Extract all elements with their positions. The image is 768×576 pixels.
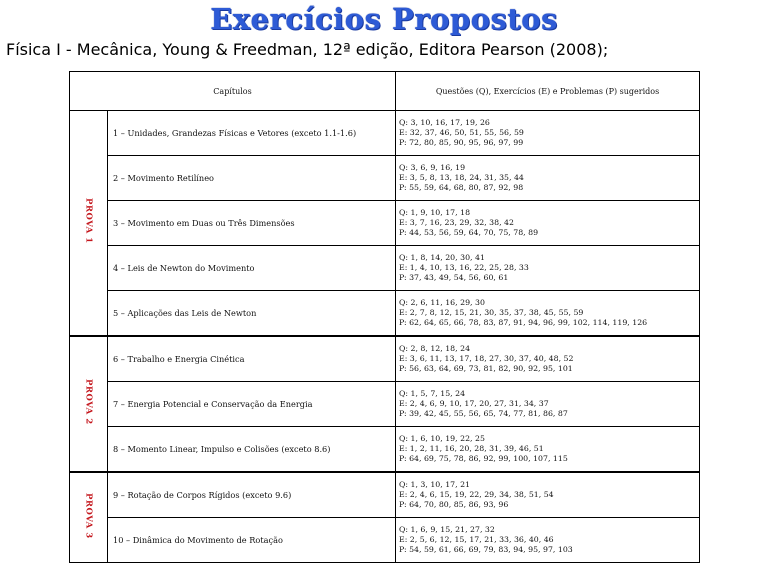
table-row — [70, 291, 700, 337]
table-row — [70, 382, 700, 427]
chapter-cell: 5 – Aplicações das Leis de Newton — [108, 291, 396, 337]
questions-cell: Q: 1, 8, 14, 20, 30, 41 E: 1, 4, 10, 13, 16, 22, 25, 28, 33 P: 37, 43, 49, 54, 56, 60, 61 — [396, 246, 700, 291]
prova-3-label: PROVA 3 — [70, 472, 108, 563]
chapter-cell: 10 – Dinâmica do Movimento de Rotação — [108, 518, 396, 563]
chapter-cell: 4 – Leis de Newton do Movimento — [108, 246, 396, 291]
chapter-cell: 6 – Trabalho e Energia Cinética — [108, 336, 396, 382]
table-row — [70, 472, 700, 518]
book-reference: Física I - Mecânica, Young & Freedman, 12ª edição, Editora Pearson (2008); — [6, 40, 609, 59]
page-title: Exercícios Propostos — [210, 2, 558, 36]
chapter-cell: 1 – Unidades, Grandezas Físicas e Vetores (exceto 1.1-1.6) — [108, 111, 396, 156]
questions-cell: Q: 1, 3, 10, 17, 21 E: 2, 4, 6, 15, 19, 22, 29, 34, 38, 51, 54 P: 64, 70, 80, 85, 86, 93, 96 — [396, 472, 700, 518]
questions-cell: Q: 2, 8, 12, 18, 24 E: 3, 6, 11, 13, 17, 18, 27, 30, 37, 40, 48, 52 P: 56, 63, 64, 69, 73, 81, 82, 90, 92, 95, 101 — [396, 336, 700, 382]
table-row — [70, 201, 700, 246]
table-row — [70, 156, 700, 201]
questions-cell: Q: 1, 5, 7, 15, 24 E: 2, 4, 6, 9, 10, 17, 20, 27, 31, 34, 37 P: 39, 42, 45, 55, 56, 65, 74, 77, 81, 86, 87 — [396, 382, 700, 427]
chapter-cell: 2 – Movimento Retilíneo — [108, 156, 396, 201]
questions-cell: Q: 3, 6, 9, 16, 19 E: 3, 5, 8, 13, 18, 24, 31, 35, 44 P: 55, 59, 64, 68, 80, 87, 92, 98 — [396, 156, 700, 201]
questions-cell: Q: 1, 9, 10, 17, 18 E: 3, 7, 16, 23, 29, 32, 38, 42 P: 44, 53, 56, 59, 64, 70, 75, 78, 89 — [396, 201, 700, 246]
table-header-row — [70, 72, 700, 111]
chapter-cell: 9 – Rotação de Corpos Rígidos (exceto 9.6) — [108, 472, 396, 518]
table-row — [70, 427, 700, 473]
table-row — [70, 336, 700, 382]
exercises-table — [69, 71, 700, 563]
table-row — [70, 518, 700, 563]
questions-cell: Q: 1, 6, 10, 19, 22, 25 E: 1, 2, 11, 16, 20, 28, 31, 39, 46, 51 P: 64, 69, 75, 78, 86, 92, 99, 100, 107, 115 — [396, 427, 700, 473]
table-row — [70, 246, 700, 291]
questions-cell: Q: 3, 10, 16, 17, 19, 26 E: 32, 37, 46, 50, 51, 55, 56, 59 P: 72, 80, 85, 90, 95, 96, 97, 99 — [396, 111, 700, 156]
header-questions: Questões (Q), Exercícios (E) e Problemas (P) sugeridos — [396, 72, 700, 111]
chapter-cell: 3 – Movimento em Duas ou Três Dimensões — [108, 201, 396, 246]
questions-cell: Q: 2, 6, 11, 16, 29, 30 E: 2, 7, 8, 12, 15, 21, 30, 35, 37, 38, 45, 55, 59 P: 62, 64, 65, 66, 78, 83, 87, 91, 94, 96, 99, 102, 114, 119, 126 — [396, 291, 700, 337]
table-row — [70, 111, 700, 156]
questions-cell: Q: 1, 6, 9, 15, 21, 27, 32 E: 2, 5, 6, 12, 15, 17, 21, 33, 36, 40, 46 P: 54, 59, 61, 66, 69, 79, 83, 94, 95, 97, 103 — [396, 518, 700, 563]
chapter-cell: 7 – Energia Potencial e Conservação da Energia — [108, 382, 396, 427]
header-chapters: Capítulos — [70, 72, 396, 111]
prova-2-label: PROVA 2 — [70, 336, 108, 472]
prova-1-label: PROVA 1 — [70, 111, 108, 337]
chapter-cell: 8 – Momento Linear, Impulso e Colisões (exceto 8.6) — [108, 427, 396, 473]
